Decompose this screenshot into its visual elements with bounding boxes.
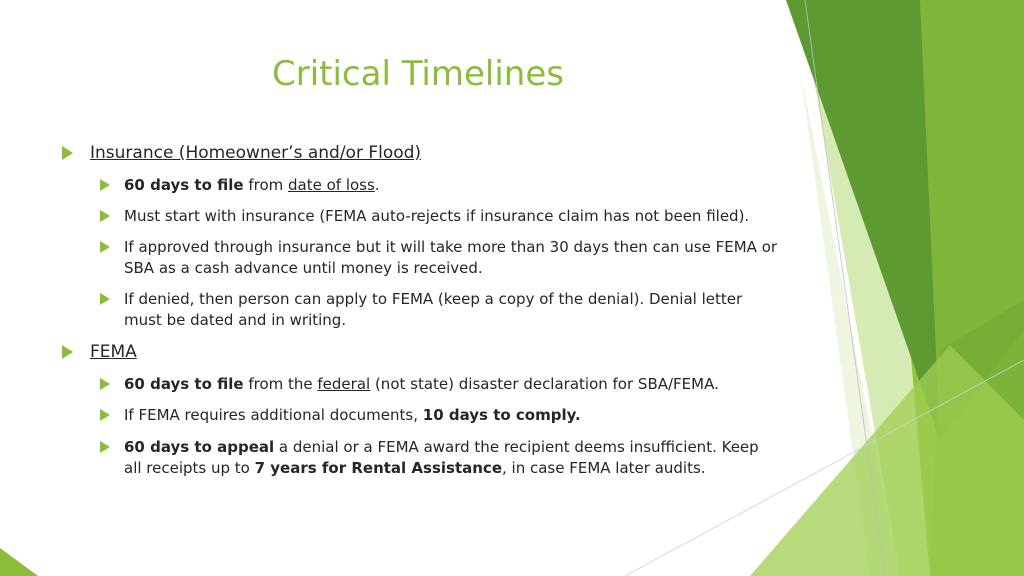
item-text: If denied, then person can apply to FEMA (keep a copy of the denial). Denial letter must be dated and in writing. — [124, 290, 743, 329]
section-heading: FEMA — [90, 342, 137, 362]
section-heading: Insurance (Homeowner’s and/or Flood) — [90, 143, 422, 163]
list-item — [100, 237, 780, 279]
list-item — [100, 405, 780, 426]
deco-bottom-left-bar — [0, 548, 38, 576]
bullet-arrow-icon — [100, 409, 110, 421]
underlined-text: federal — [317, 375, 371, 393]
item-text: . — [374, 176, 380, 194]
item-text: (not state) disaster declaration for SBA/FEMA. — [370, 375, 719, 393]
item-text: , in case FEMA later audits. — [502, 459, 706, 477]
item-text: from the — [243, 375, 318, 393]
section-insurance — [62, 143, 421, 163]
bold-text: 10 days to comply. — [422, 406, 581, 424]
list-item — [100, 175, 780, 196]
bullet-arrow-icon — [100, 293, 110, 305]
item-text: If FEMA requires additional documents, — [124, 406, 423, 424]
bullet-arrow-icon — [62, 146, 73, 160]
item-text: If approved through insurance but it will take more than 30 days then can use FEMA or SBA as a cash advance until money is received. — [124, 238, 778, 277]
list-item — [100, 374, 780, 395]
list-item — [100, 206, 780, 227]
bold-text: 7 years for Rental Assistance — [254, 459, 502, 477]
bold-text: 60 days to file — [124, 176, 244, 194]
bullet-arrow-icon — [100, 241, 110, 253]
list-item — [100, 437, 780, 479]
bullet-arrow-icon — [100, 179, 110, 191]
item-text: a denial or a FEMA award the recipient deems insufficient. Keep all receipts up to — [124, 438, 759, 477]
bullet-arrow-icon — [62, 345, 73, 359]
underlined-text: date of loss — [288, 176, 375, 194]
bold-text: 60 days to file — [124, 375, 244, 393]
bullet-arrow-icon — [100, 378, 110, 390]
item-text: from — [243, 176, 289, 194]
slide-title: Critical Timelines — [271, 54, 564, 94]
list-item — [100, 289, 780, 331]
bullet-arrow-icon — [100, 210, 110, 222]
bullet-arrow-icon — [100, 441, 110, 453]
section-fema — [62, 342, 137, 362]
bold-text: 60 days to appeal — [124, 438, 275, 456]
item-text: Must start with insurance (FEMA auto-rejects if insurance claim has not been filed). — [124, 207, 750, 225]
